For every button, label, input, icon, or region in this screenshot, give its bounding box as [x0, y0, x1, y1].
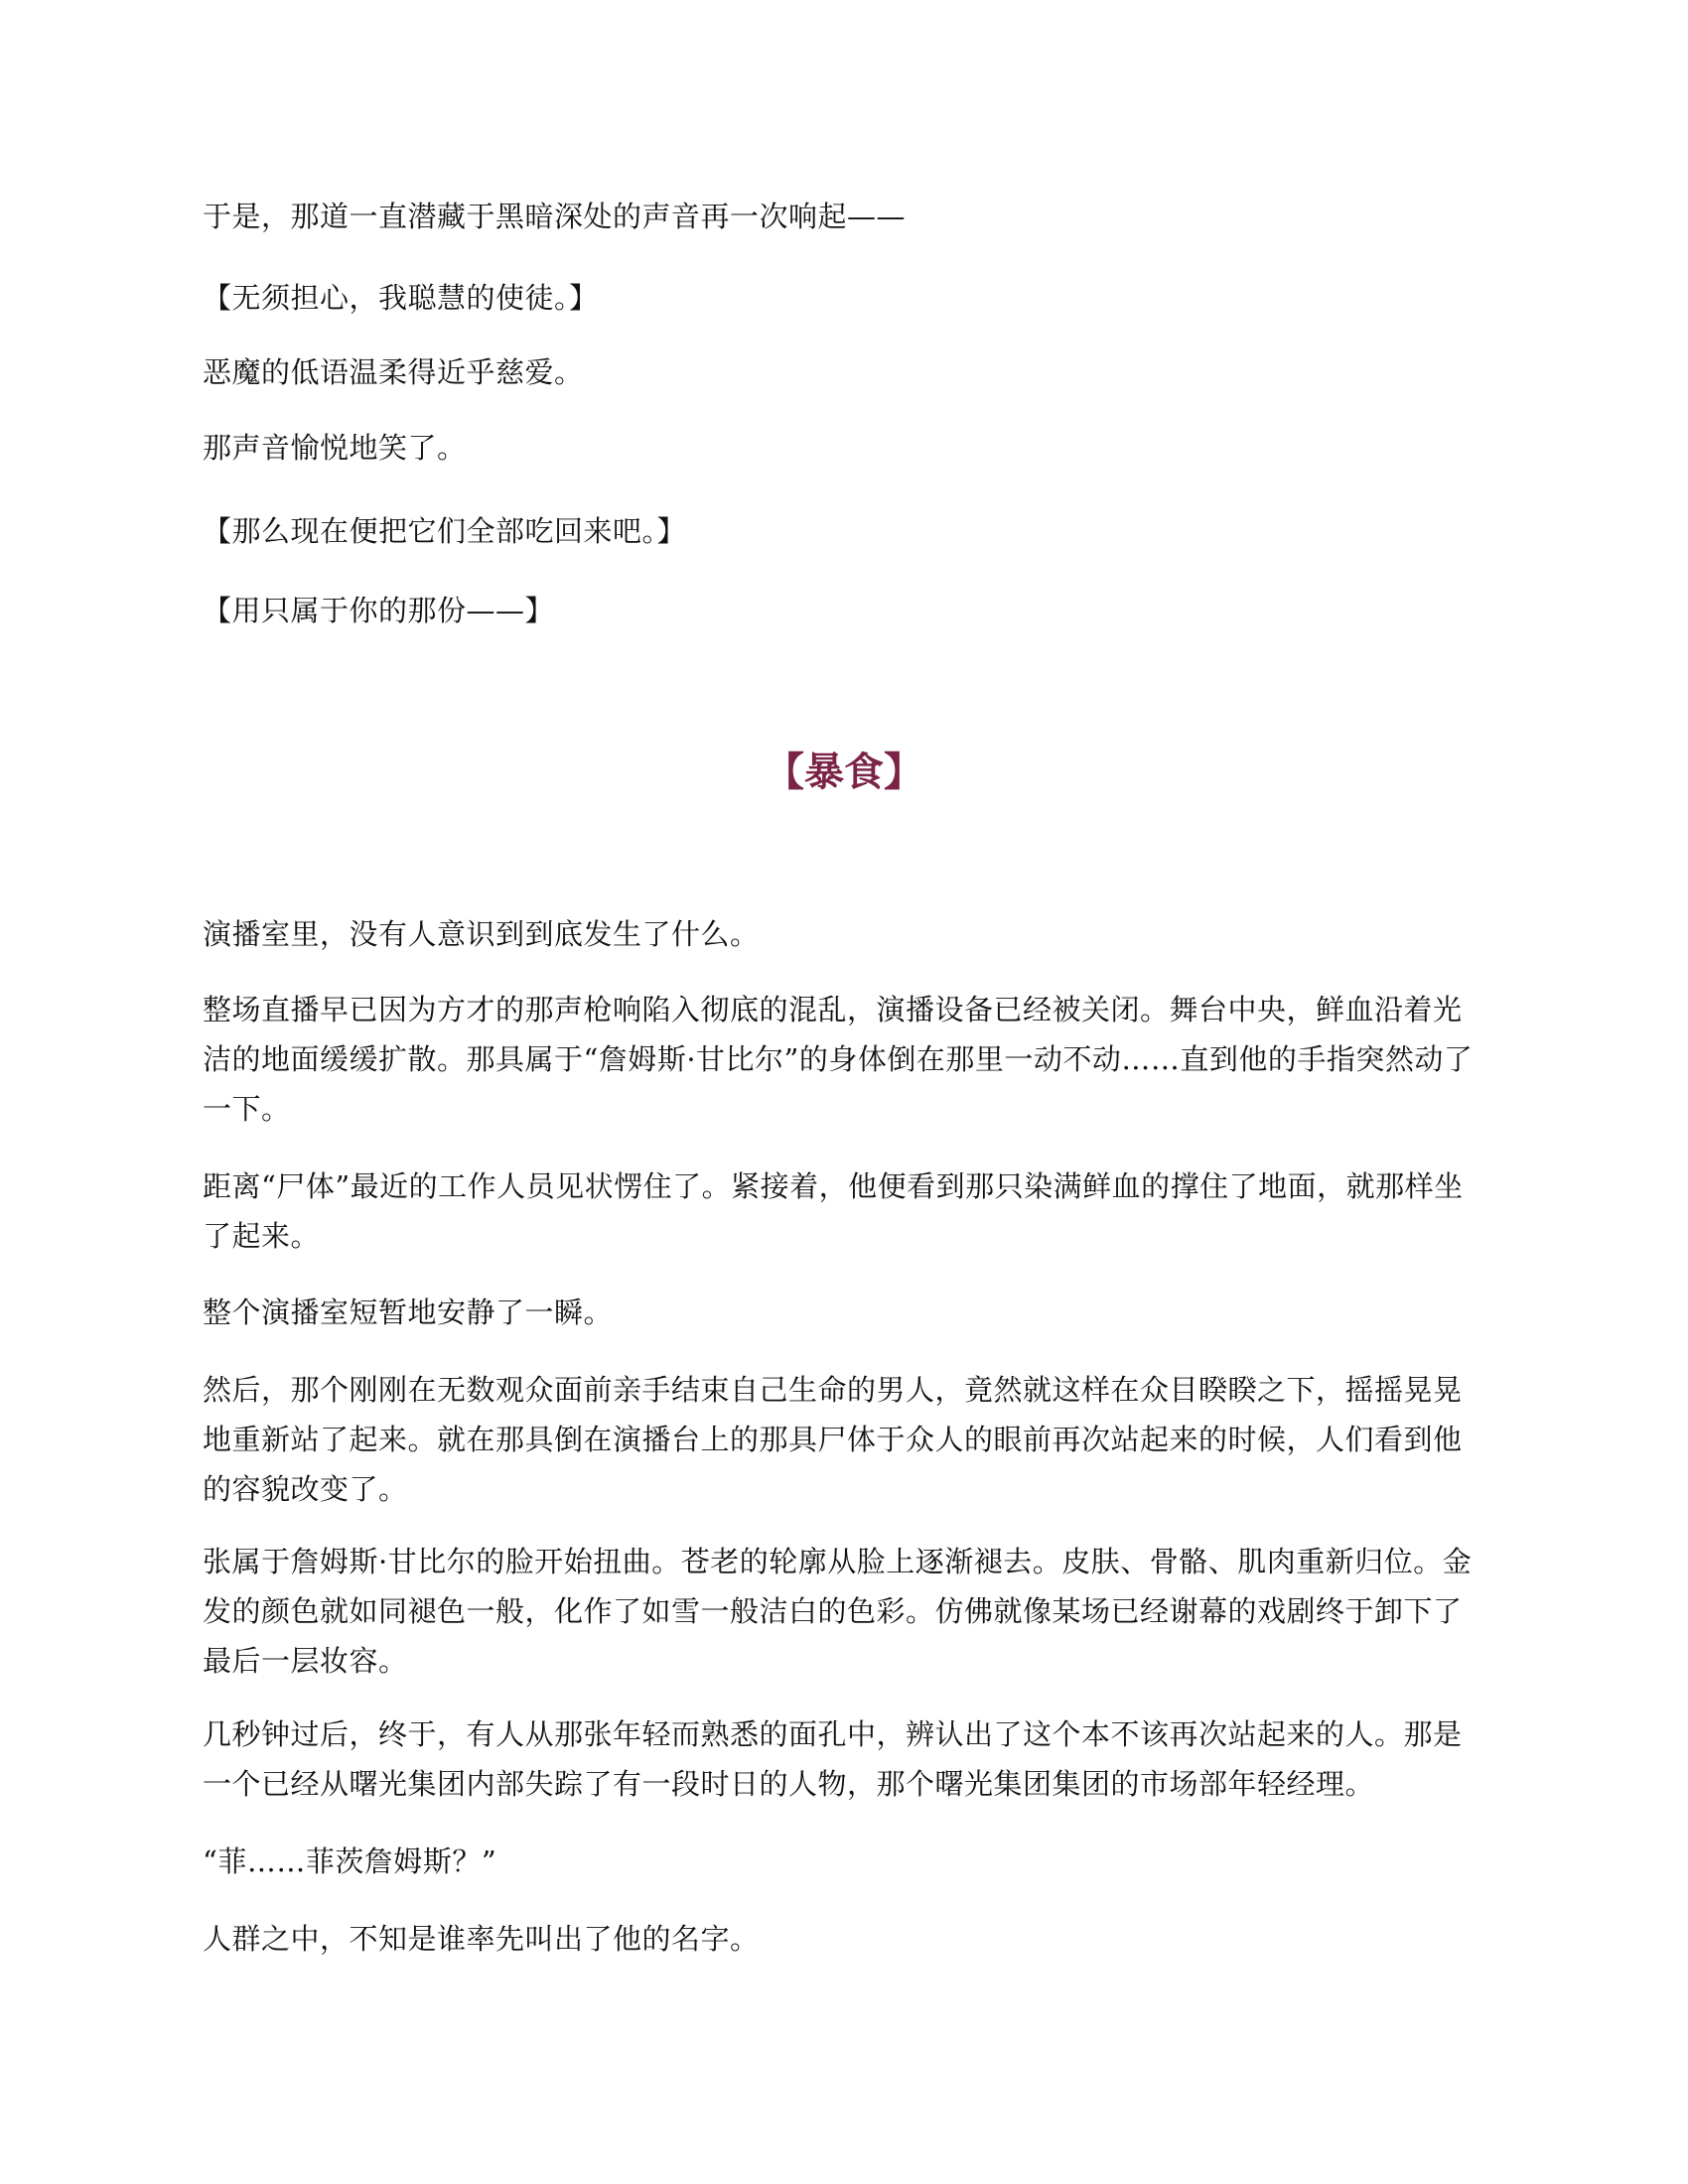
paragraph: 【那么现在便把它们全部吃回来吧。】	[203, 514, 687, 548]
paragraph: 然后，那个刚刚在无数观众面前亲手结束自己生命的男人，竟然就这样在众目睽睽之下，摇摇晃晃地重新站了起来。就在那具倒在演播台上的那具尸体于众人的眼前再次站起来的时候，人们看到他的容貌改变了。	[203, 1373, 1463, 1506]
chapter-heading: 【暴食】	[765, 749, 923, 795]
paragraph: 整场直播早已因为方才的那声枪响陷入彻底的混乱，演播设备已经被关闭。舞台中央，鲜血沿着光洁的地面缓缓扩散。那具属于“詹姆斯·甘比尔”的身体倒在那里一动不动……直到他的手指突然动了一下。	[203, 993, 1474, 1126]
paragraph: 几秒钟过后，终于，有人从那张年轻而熟悉的面孔中，辨认出了这个本不该再次站起来的人。那是一个已经从曙光集团内部失踪了有一段时日的人物，那个曙光集团集团的市场部年轻经理。	[203, 1717, 1463, 1801]
paragraph: 【用只属于你的那份——】	[203, 594, 555, 627]
paragraph: 人群之中，不知是谁率先叫出了他的名字。	[203, 1922, 760, 1956]
paragraph: 演播室里，没有人意识到到底发生了什么。	[203, 917, 760, 951]
paragraph: 那声音愉悦地笑了。	[203, 431, 467, 465]
paragraph: “菲……菲茨詹姆斯？”	[203, 1844, 497, 1878]
paragraph: 于是，那道一直潜藏于黑暗深处的声音再一次响起——	[203, 200, 907, 233]
paragraph: 距离“尸体”最近的工作人员见状愣住了。紧接着，他便看到那只染满鲜血的撑住了地面，就那样坐了起来。	[203, 1169, 1464, 1253]
paragraph: 【无须担心，我聪慧的使徒。】	[203, 281, 599, 315]
paragraph: 张属于詹姆斯·甘比尔的脸开始扭曲。苍老的轮廓从脸上逐渐褪去。皮肤、骨骼、肌肉重新归位。金发的颜色就如同褪色一般，化作了如雪一般洁白的色彩。仿佛就像某场已经谢幕的戏剧终于卸下了最后一层妆容。	[203, 1545, 1473, 1678]
paragraph: 整个演播室短暂地安静了一瞬。	[203, 1296, 614, 1329]
paragraph: 恶魔的低语温柔得近乎慈爱。	[203, 355, 584, 389]
